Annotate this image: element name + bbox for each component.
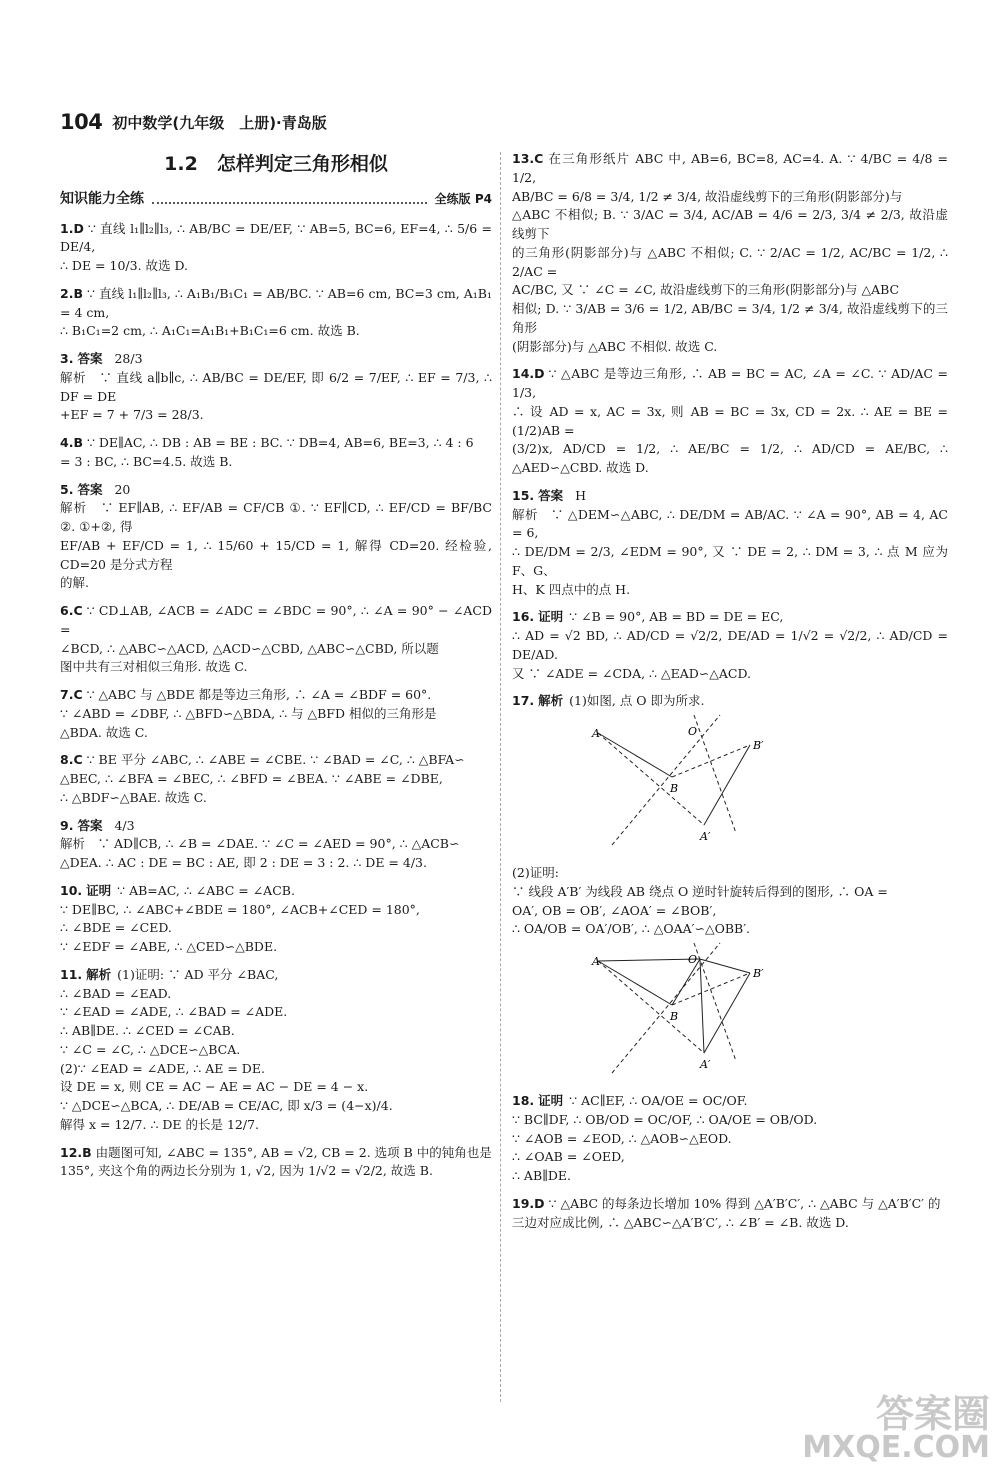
item-line: ∵ ∠AOB = ∠EOD, ∴ △AOB∽△EOD. bbox=[512, 1130, 732, 1146]
item-number: 7.C bbox=[60, 687, 83, 702]
item-line: 图中共有三对相似三角形. 故选 C. bbox=[60, 659, 248, 675]
label-a: A bbox=[592, 727, 600, 740]
item-number: 4.B bbox=[60, 435, 83, 450]
item-answer: 20 bbox=[114, 481, 131, 497]
item-line: AC/BC, 又 ∵ ∠C = ∠C, 故沿虚线剪下的三角形(阴影部分)与 △ABC bbox=[512, 282, 900, 298]
item-number: 5. bbox=[60, 481, 74, 497]
item-line: (2)∵ ∠EAD = ∠ADE, ∴ AE = DE. bbox=[60, 1060, 265, 1076]
item-line: ∵ 直线 l₁∥l₂∥l₃, ∴ AB/BC = DE/EF, ∵ AB=5, BC=6, EF=4, ∴ 5/6 = DE/4, bbox=[60, 220, 492, 255]
item-line: 解析 ∵ 直线 a∥b∥c, ∴ AB/BC = DE/EF, 即 6/2 = 7/EF, ∴ EF = 7/3, ∴ DF = DE bbox=[60, 369, 492, 404]
item-line: AB/BC = 6/8 = 3/4, 1/2 ≠ 3/4, 故沿虚线剪下的三角形(阴影部分)与 bbox=[512, 188, 903, 204]
item-number: 9. bbox=[60, 817, 74, 833]
item-number: 15. bbox=[512, 487, 535, 503]
item-line: (1)证明: ∵ AD 平分 ∠BAC, bbox=[117, 966, 279, 982]
item-line: ∴ DE/DM = 2/3, ∠EDM = 90°, 又 ∵ DE = 2, ∴ DM = 3, ∴ 点 M 应为 F、G、 bbox=[512, 544, 948, 578]
section-band bbox=[60, 189, 492, 210]
item-line: ∴ ∠OAB = ∠OED, bbox=[512, 1149, 625, 1165]
watermark-line1: 答案圈 bbox=[875, 1392, 990, 1436]
item-line: = 3 : BC, ∴ BC=4.5. 故选 B. bbox=[60, 453, 233, 469]
item-line: 的解. bbox=[60, 575, 89, 591]
item-line: ∵ △ABC 的每条边长增加 10% 得到 △A′B′C′, ∴ △ABC 与 △A′B′C′ 的 bbox=[548, 1195, 941, 1211]
item-line: (1)如图, 点 O 即为所求. bbox=[569, 693, 705, 709]
item-line: ∵ BC∥DF, ∴ OB/OD = OC/OF, ∴ OA/OE = OB/OD. bbox=[512, 1111, 818, 1127]
segment-a2b2 bbox=[704, 973, 750, 1053]
item-line: (3/2)x, AD/CD = 1/2, ∴ AE/BC = 1/2, ∴ AD/CD = AE/BC, ∴ △AED∽△CBD. 故选 D. bbox=[512, 441, 948, 475]
segment-bb2 bbox=[672, 745, 750, 777]
solution-item bbox=[512, 1195, 948, 1233]
item-line: ∴ AB∥DE. bbox=[512, 1168, 572, 1183]
segment-oa2 bbox=[700, 959, 704, 1053]
solution-item bbox=[512, 365, 948, 478]
item-number: 19.D bbox=[512, 1195, 545, 1211]
solution-item bbox=[512, 487, 948, 600]
solution-item bbox=[60, 285, 492, 341]
item-line: 解得 x = 12/7. ∴ DE 的长是 12/7. bbox=[60, 1116, 260, 1132]
item-line: 的三角形(阴影部分)与 △ABC 不相似; C. ∵ 2/AC = 1/2, AC/BC = 1/2, ∴ 2/AC = bbox=[512, 244, 948, 279]
item-line: ∵ ∠EDF = ∠ABE, ∴ △CED∽△BDE. bbox=[60, 939, 278, 954]
segment-ab bbox=[598, 733, 672, 777]
item-tag: 证明 bbox=[86, 882, 112, 898]
label-a2: A′ bbox=[700, 830, 711, 843]
item-line: ∵ ∠ABD = ∠DBF, ∴ △BFD∽△BDA, ∴ 与 △BFD 相似的三角形是 bbox=[60, 705, 437, 721]
item-line: ∵ ∠C = ∠C, ∴ △DCE∽△BCA. bbox=[60, 1041, 241, 1057]
label-o: O bbox=[688, 953, 698, 966]
solution-item bbox=[60, 434, 492, 472]
solution-item bbox=[60, 220, 492, 276]
item-tag: 解析 bbox=[86, 966, 112, 982]
label-b2: B′ bbox=[753, 739, 764, 752]
solution-item bbox=[60, 350, 492, 425]
label-b: B bbox=[670, 1010, 679, 1023]
item-line: ∵ DE∥AC, ∴ DB : AB = BE : BC. ∵ DB=4, AB=6, BE=3, ∴ 4 : 6 bbox=[86, 435, 474, 450]
item-line: 又 ∵ ∠ADE = ∠CDA, ∴ △EAD∽△ACD. bbox=[512, 665, 751, 681]
item-line: EF/AB + EF/CD = 1, ∴ 15/60 + 15/CD = 1, 解得 CD=20. 经检验, CD=20 是分式方程 bbox=[60, 537, 492, 572]
item-line: 三边对应成比例, ∴ △ABC∽△A′B′C′, ∴ ∠B′ = ∠B. 故选 D. bbox=[512, 1214, 849, 1230]
solution-item bbox=[60, 882, 492, 957]
column-divider bbox=[500, 152, 501, 1402]
item-line: ∵ BE 平分 ∠ABC, ∴ ∠ABE = ∠CBE. ∵ ∠BAD = ∠C, ∴ △BFA∽ bbox=[86, 752, 465, 768]
item-tag: 答案 bbox=[538, 487, 564, 503]
item-line: ∴ OA/OB = OA′/OB′, ∴ △OAA′∽△OBB′. bbox=[512, 921, 751, 937]
item-line: ∴ AB∥DE. ∴ ∠CED = ∠CAB. bbox=[60, 1023, 235, 1038]
label-b: B bbox=[670, 782, 679, 795]
item-line: ∵ 线段 A′B′ 为线段 AB 绕点 O 逆时针旋转后得到的图形, ∴ OA = bbox=[512, 883, 888, 899]
item-line: ∴ 设 AD = x, AC = 3x, 则 AB = BC = 3x, CD = 2x. ∴ AE = BE = (1/2)AB = bbox=[512, 403, 948, 438]
item-number: 2.B bbox=[60, 285, 83, 301]
solution-item bbox=[512, 608, 948, 683]
item-line: 135°, 夹这个角的两边长分别为 1, √2, 因为 1/√2 = √2/2, 故选 B. bbox=[60, 1163, 433, 1179]
item-number: 13.C bbox=[512, 151, 544, 166]
solution-item bbox=[60, 1144, 492, 1182]
item-line: 解析 ∵ △DEM∽△ABC, ∴ DE/DM = AB/AC. ∵ ∠A = 90°, AB = 4, AC = 6, bbox=[512, 506, 948, 541]
solution-item bbox=[512, 692, 948, 855]
solution-item bbox=[60, 481, 492, 594]
construction-figure bbox=[592, 943, 762, 1083]
item-line: 解析 ∵ EF∥AB, ∴ EF/AB = CF/CB ①. ∵ EF∥CD, ∴ EF/CD = BF/BC ②. ①+②, 得 bbox=[60, 500, 492, 534]
item-line: ∵ AC∥EF, ∴ OA/OE = OC/OF. bbox=[569, 1093, 748, 1108]
perpendicular-bisector-2 bbox=[694, 715, 736, 833]
solution-item bbox=[60, 686, 492, 742]
item-tag: 证明 bbox=[538, 609, 564, 625]
solution-item bbox=[60, 602, 492, 677]
book-title: 初中数学(九年级 上册)·青岛版 bbox=[112, 113, 327, 132]
item-line: ∵ DE∥BC, ∴ ∠ABC+∠BDE = 180°, ∠ACB+∠CED = 180°, bbox=[60, 901, 420, 917]
label-b2: B′ bbox=[753, 967, 764, 980]
item-line: ∴ AD = √2 BD, ∴ AD/CD = √2/2, DE/AD = 1/√2 = √2/2, ∴ AD/CD = DE/AD. bbox=[512, 628, 948, 662]
item-line: H、K 四点中的点 H. bbox=[512, 581, 631, 597]
left-column bbox=[60, 150, 492, 1190]
item-line: ∵ ∠EAD = ∠ADE, ∴ ∠BAD = ∠ADE. bbox=[60, 1004, 288, 1020]
item-number: 17. bbox=[512, 693, 535, 709]
segment-oa bbox=[598, 959, 700, 961]
left-items bbox=[60, 220, 492, 1182]
band-ref: 全练版 P4 bbox=[434, 192, 492, 206]
construction-figure bbox=[592, 715, 762, 855]
page-header bbox=[60, 108, 327, 136]
item-number: 16. bbox=[512, 609, 535, 625]
segment-ob2 bbox=[700, 959, 750, 973]
solution-item bbox=[512, 864, 948, 1083]
item-answer: 28/3 bbox=[114, 351, 143, 366]
segment-aa2 bbox=[598, 961, 704, 1053]
item-line: ∠BCD, ∴ △ABC∽△ACD, △ACD∽△CBD, △ABC∽△CBD, 所以题 bbox=[60, 640, 439, 656]
item-number: 3. bbox=[60, 351, 74, 366]
item-line: 由题图可知, ∠ABC = 135°, AB = √2, CB = 2. 选项 B 中的钝角也是 bbox=[95, 1144, 492, 1160]
item-line: ∴ ∠BAD = ∠EAD. bbox=[60, 985, 172, 1001]
watermark bbox=[802, 1392, 990, 1465]
item-number: 6.C bbox=[60, 603, 83, 618]
segment-bb2 bbox=[672, 973, 750, 1005]
item-line: ∴ B₁C₁=2 cm, ∴ A₁C₁=A₁B₁+B₁C₁=6 cm. 故选 B. bbox=[60, 323, 360, 339]
sub-part-label: (2)证明: bbox=[512, 865, 559, 880]
item-line: ∴ DE = 10/3. 故选 D. bbox=[60, 258, 189, 273]
item-line: 在三角形纸片 ABC 中, AB=6, BC=8, AC=4. A. ∵ 4/BC = 4/8 = 1/2, bbox=[512, 151, 948, 185]
label-a: A bbox=[592, 955, 600, 968]
item-line: △DEA. ∴ AC : DE = BC : AE, 即 2 : DE = 3 : 2. ∴ DE = 4/3. bbox=[60, 855, 427, 870]
item-line: ∴ ∠BDE = ∠CED. bbox=[60, 920, 172, 936]
watermark-url: MXQE.COM bbox=[802, 1430, 990, 1465]
segment-aa2 bbox=[598, 733, 704, 825]
segment-ab bbox=[598, 961, 672, 1005]
solution-item bbox=[60, 966, 492, 1135]
item-answer: 4/3 bbox=[114, 817, 135, 833]
item-line: ∵ CD⊥AB, ∠ACB = ∠ADC = ∠BDC = 90°, ∴ ∠A = 90° − ∠ACD = bbox=[60, 603, 492, 637]
item-number: 11. bbox=[60, 966, 83, 982]
label-o: O bbox=[688, 725, 698, 738]
perpendicular-bisector-1 bbox=[612, 943, 720, 1073]
item-line: ∵ △ABC 是等边三角形, ∴ AB = BC = AC, ∠A = ∠C. ∵ AD/AC = 1/3, bbox=[512, 366, 948, 400]
item-line: ∴ △BDF∽△BAE. 故选 C. bbox=[60, 789, 207, 805]
item-line: ∵ AB=AC, ∴ ∠ABC = ∠ACB. bbox=[117, 882, 295, 898]
band-label: 知识能力全练 bbox=[60, 190, 144, 207]
item-number: 8.C bbox=[60, 752, 83, 768]
page-number: 104 bbox=[60, 110, 103, 134]
right-items bbox=[512, 150, 948, 1232]
item-line: △BDA. 故选 C. bbox=[60, 724, 148, 740]
item-tag: 答案 bbox=[77, 481, 103, 497]
item-answer: H bbox=[575, 487, 587, 503]
item-tag: 解析 bbox=[538, 693, 564, 709]
item-line: △ABC 不相似; B. ∵ 3/AC = 3/4, AC/AB = 4/6 = 2/3, 3/4 ≠ 2/3, 故沿虚线剪下 bbox=[512, 207, 948, 241]
band-dots bbox=[152, 194, 427, 204]
item-tag: 证明 bbox=[538, 1093, 564, 1108]
perpendicular-bisector-1 bbox=[612, 715, 720, 845]
item-line: +EF = 7 + 7/3 = 28/3. bbox=[60, 407, 204, 423]
segment-a2b2 bbox=[704, 745, 750, 825]
label-a2: A′ bbox=[700, 1058, 711, 1071]
item-number: 12.B bbox=[60, 1144, 92, 1160]
item-line: △BEC, ∴ ∠BFA = ∠BEC, ∴ ∠BFD = ∠BEA. ∵ ∠ABE = ∠DBE, bbox=[60, 771, 443, 786]
solution-item bbox=[512, 150, 948, 356]
solution-item bbox=[60, 817, 492, 873]
item-line: 设 DE = x, 则 CE = AC − AE = AC − DE = 4 − x. bbox=[60, 1079, 369, 1095]
right-column bbox=[512, 150, 948, 1241]
solution-item bbox=[60, 751, 492, 807]
item-line: ∵ ∠B = 90°, AB = BD = DE = EC, bbox=[569, 609, 784, 625]
item-tag: 答案 bbox=[77, 817, 103, 833]
item-line: OA′, OB = OB′, ∠AOA′ = ∠BOB′, bbox=[512, 902, 717, 918]
item-line: ∵ △ABC 与 △BDE 都是等边三角形, ∴ ∠A = ∠BDF = 60°. bbox=[86, 687, 432, 702]
section-title: 1.2 怎样判定三角形相似 bbox=[164, 153, 388, 175]
item-line: 解析 ∵ AD∥CB, ∴ ∠B = ∠DAE. ∵ ∠C = ∠AED = 90°, ∴ △ACB∽ bbox=[60, 836, 460, 852]
item-number: 1.D bbox=[60, 220, 84, 236]
item-line: 相似; D. ∵ 3/AB = 3/6 = 1/2, AB/BC = 3/4, 1/2 ≠ 3/4, 故沿虚线剪下的三角形 bbox=[512, 301, 948, 335]
solution-item bbox=[512, 1092, 948, 1186]
item-line: (阴影部分)与 △ABC 不相似. 故选 C. bbox=[512, 338, 718, 354]
item-tag: 答案 bbox=[77, 351, 103, 366]
item-number: 14.D bbox=[512, 366, 545, 382]
item-number: 18. bbox=[512, 1093, 535, 1108]
item-line: ∵ 直线 l₁∥l₂∥l₃, ∴ A₁B₁/B₁C₁ = AB/BC. ∵ AB=6 cm, BC=3 cm, A₁B₁ = 4 cm, bbox=[60, 285, 492, 320]
item-number: 10. bbox=[60, 882, 83, 898]
item-line: ∵ △DCE∽△BCA, ∴ DE/AB = CE/AC, 即 x/3 = (4−x)/4. bbox=[60, 1098, 393, 1113]
